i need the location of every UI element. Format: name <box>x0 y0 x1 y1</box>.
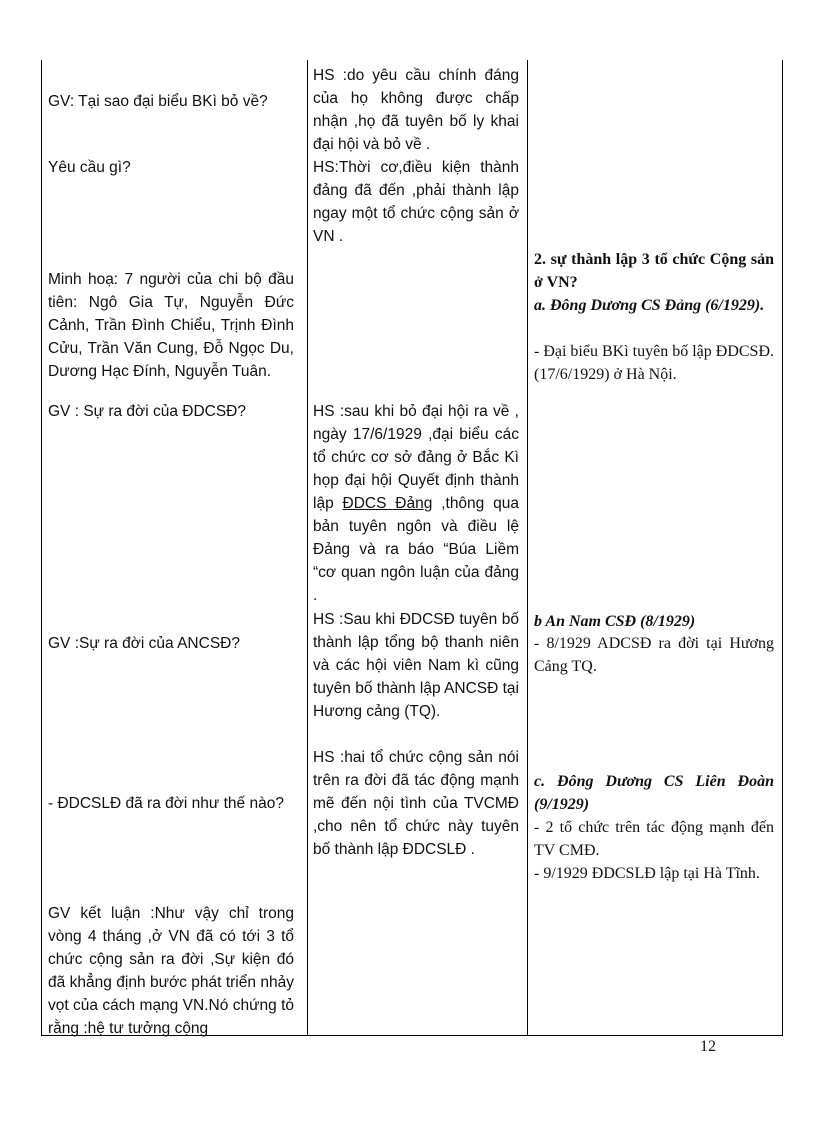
content-column <box>528 60 782 1035</box>
question-ddcsld: - ĐDCSLĐ đã ra đời như thế nào? <box>48 795 284 812</box>
question-bk-delegates: GV: Tại sao đại biểu BKì bỏ về? <box>48 93 268 110</box>
subsection-c-title: c. Đông Dương CS Liên Đoàn (9/1929) <box>534 773 774 813</box>
subsection-b-title: b An Nam CSĐ (8/1929) <box>534 613 696 630</box>
answer-demand: HS:Thời cơ,điều kiện thành đảng đã đến ,phải thành lập ngay một tổ chức cộng sản ở VN . <box>313 159 519 245</box>
answer-ancsd: HS :Sau khi ĐDCSĐ tuyên bố thành lập tổng bộ thanh niên và các hội viên Nam kì cũng tuyên bố thành lập ANCSĐ tại Hương cảng (TQ). <box>313 611 519 720</box>
question-ancsd: GV :Sự ra đời của ANCSĐ? <box>48 635 240 652</box>
answer-bk-delegates: HS :do yêu cầu chính đáng của họ không được chấp nhận ,họ đã tuyên bố ly khai đại hội và bỏ về . <box>313 67 519 153</box>
page-number: 12 <box>700 1038 716 1055</box>
underlined-term: ĐDCS Đảng <box>342 495 433 512</box>
teacher-column <box>42 60 308 1035</box>
subsection-a-text: - Đại biểu BKì tuyên bố lập ĐDCSĐ. (17/6/1929) ở Hà Nội. <box>534 343 774 383</box>
question-ddcsd: GV : Sự ra đời của ĐDCSĐ? <box>48 403 246 420</box>
subsection-c-text2: - 9/1929 ĐDCSLĐ lập tại Hà Tĩnh. <box>534 865 760 882</box>
answer-ddcsld: HS :hai tổ chức cộng sản nói trên ra đời đã tác động mạnh mẽ đến nội tình của TVCMĐ ,cho nên tổ chức này tuyên bố thành lập ĐDCSLĐ . <box>313 749 519 858</box>
subsection-a-title: a. Đông Dương CS Đảng (6/1929). <box>534 297 765 314</box>
student-column <box>308 60 528 1035</box>
answer-ddcsd: HS :sau khi bỏ đại hội ra về , ngày 17/6/1929 ,đại biểu các tổ chức cơ sở đảng ở Bắc Kì họp đại hội Quyết định thành lập ĐDCS Đảng ,thông qua bản tuyên ngôn và điều lệ Đảng và ra báo “Búa Liềm “cơ quan ngôn luận của đảng . <box>313 403 519 604</box>
question-demand: Yêu cầu gì? <box>48 159 131 176</box>
section-heading: 2. sự thành lập 3 tổ chức Cộng sản ở VN? <box>534 251 774 291</box>
teacher-conclusion: GV kết luận :Như vậy chỉ trong vòng 4 tháng ,ở VN đã có tới 3 tổ chức cộng sản ra đời ,Sự kiện đó đã khẳng định bước phát triển nhảy vọt của cách mạng VN.Nó chứng tỏ rằng :hệ tư tưởng cộng <box>48 905 294 1037</box>
illustration-note: Minh hoạ: 7 người của chi bộ đầu tiên: Ngô Gia Tự, Nguyễn Đức Cảnh, Trần Đình Chiểu, Trịnh Đình Cửu, Trần Văn Cung, Đỗ Ngọc Du, Dương Hạc Đính, Nguyễn Tuân. <box>48 271 294 380</box>
subsection-b-text: - 8/1929 ADCSĐ ra đời tại Hương Cảng TQ. <box>534 635 774 675</box>
subsection-c-text1: - 2 tổ chức trên tác động mạnh đến TV CMĐ. <box>534 819 774 859</box>
lesson-table <box>41 60 783 1036</box>
